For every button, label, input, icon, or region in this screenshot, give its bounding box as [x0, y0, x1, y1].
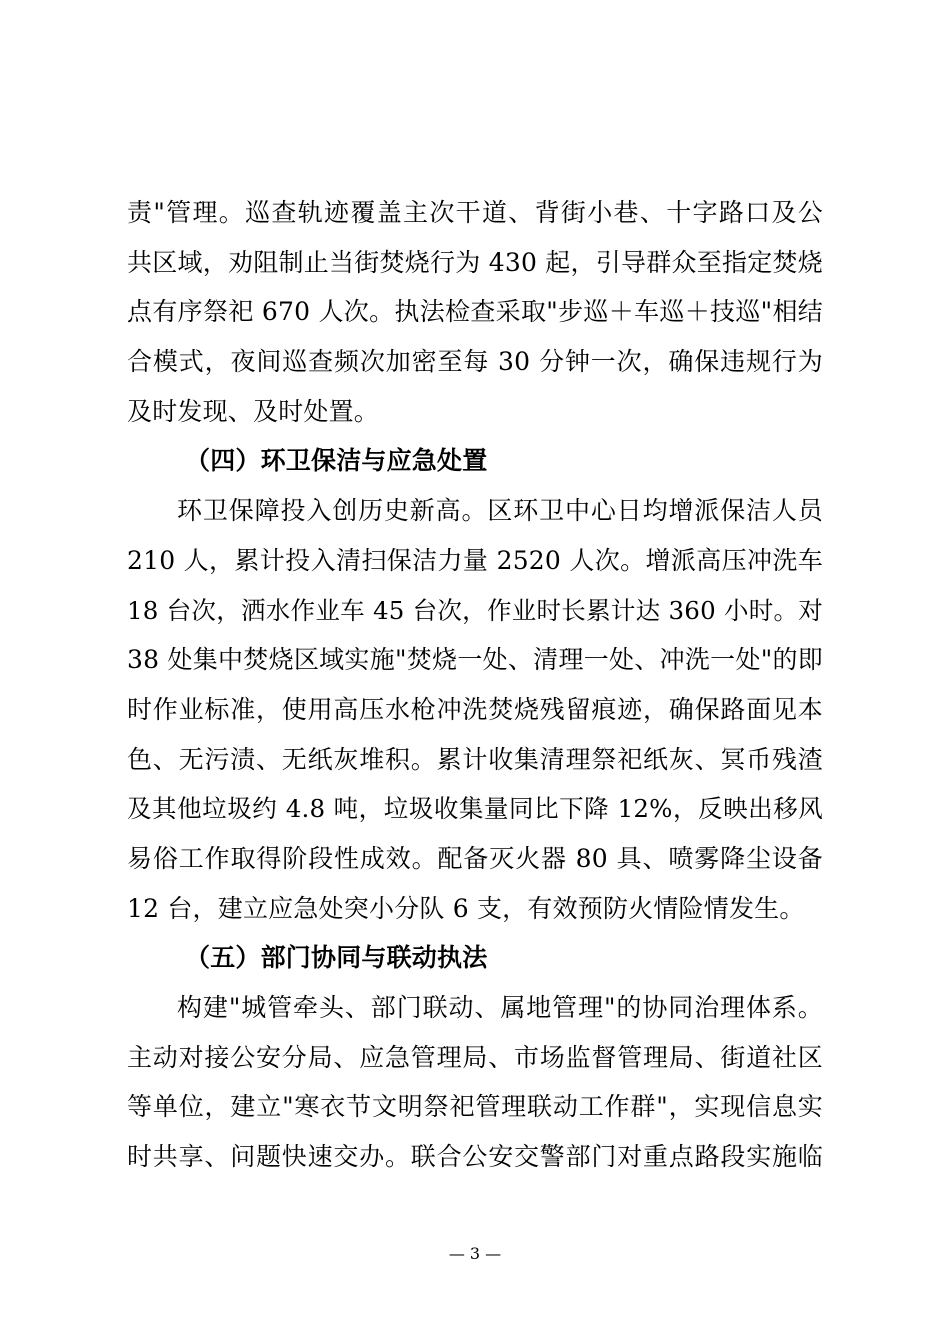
- text-line: 时作业标准，使用高压水枪冲洗焚烧残留痕迹，确保路面见本: [127, 694, 823, 724]
- page-number: — 3 —: [448, 1244, 502, 1263]
- document-body: [127, 188, 823, 1182]
- text-line: 点有序祭祀 670 人次。执法检查采取"步巡＋车巡＋技巡"相结: [127, 297, 823, 327]
- text-line: 主动对接公安分局、应急管理局、市场监督管理局、街道社区: [127, 1042, 823, 1072]
- text-line: 易俗工作取得阶段性成效。配备灭火器 80 具、喷雾降尘设备: [127, 843, 823, 873]
- paragraph-coordination: [127, 983, 823, 1182]
- section-heading-4: （四）环卫保洁与应急处置: [185, 446, 488, 476]
- text-line: 色、无污渍、无纸灰堆积。累计收集清理祭祀纸灰、冥币残渣: [127, 744, 823, 774]
- text-line: 环卫保障投入创历史新高。区环卫中心日均增派保洁人员: [177, 496, 823, 526]
- section-heading-5: （五）部门协同与联动执法: [185, 943, 488, 973]
- text-line: 时共享、问题快速交办。联合公安交警部门对重点路段实施临: [127, 1142, 823, 1172]
- text-line: 210 人，累计投入清扫保洁力量 2520 人次。增派高压冲洗车: [127, 545, 823, 575]
- text-line: 合模式，夜间巡查频次加密至每 30 分钟一次，确保违规行为: [127, 347, 823, 377]
- text-line: 责"管理。巡查轨迹覆盖主次干道、背街小巷、十字路口及公: [127, 198, 823, 227]
- paragraph-sanitation: [127, 486, 823, 933]
- text-line: 及其他垃圾约 4.8 吨，垃圾收集量同比下降 12%，反映出移风: [127, 794, 823, 824]
- text-line: 构建"城管牵头、部门联动、属地管理"的协同治理体系。: [177, 993, 823, 1022]
- text-line: 等单位，建立"寒衣节文明祭祀管理联动工作群"，实现信息实: [127, 1092, 823, 1122]
- text-line: 共区域，劝阻制止当街焚烧行为 430 起，引导群众至指定焚烧: [127, 247, 823, 277]
- text-line: 38 处集中焚烧区域实施"焚烧一处、清理一处、冲洗一处"的即: [127, 645, 823, 675]
- text-line: 12 台，建立应急处突小分队 6 支，有效预防火情险情发生。: [127, 893, 805, 923]
- text-line: 及时发现、及时处置。: [127, 396, 380, 426]
- text-line: 18 台次，洒水作业车 45 台次，作业时长累计达 360 小时。对: [127, 595, 823, 625]
- paragraph-patrol-enforcement: [127, 188, 823, 436]
